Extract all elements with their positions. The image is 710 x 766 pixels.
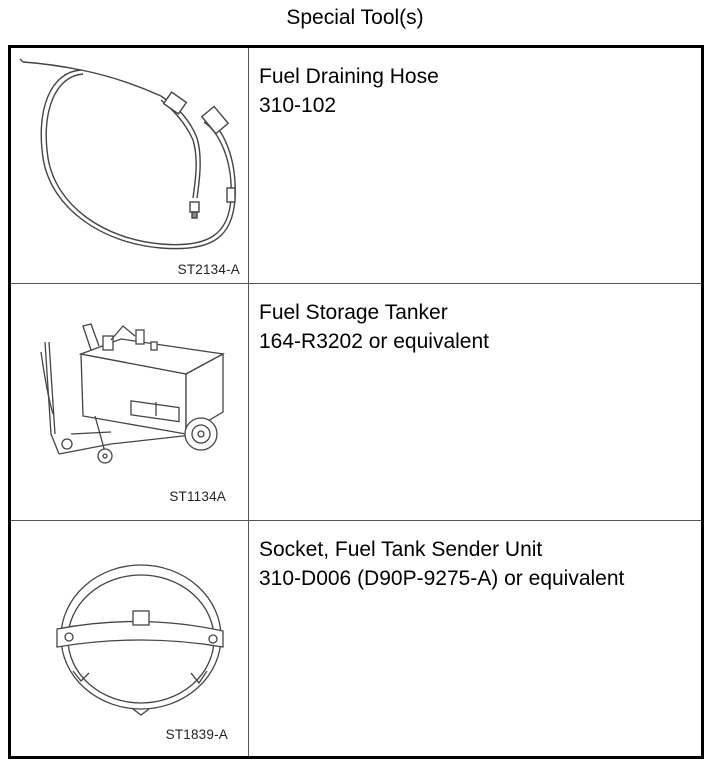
tool-part-number: 310-102 xyxy=(259,94,337,117)
illustration-code: ST1839-A xyxy=(165,727,228,742)
tool-part-number: 310-D006 (D90P-9275-A) or equivalent xyxy=(259,567,625,590)
table-row xyxy=(11,48,701,284)
fuel-storage-tanker-illustration xyxy=(11,284,249,521)
tool-image-cell xyxy=(11,48,249,283)
tool-description-cell xyxy=(259,298,699,356)
tool-name: Fuel Draining Hose xyxy=(259,65,439,88)
sender-unit-socket-illustration xyxy=(11,521,249,756)
table-row xyxy=(11,521,701,756)
tool-image-cell xyxy=(11,284,249,520)
tool-name: Fuel Storage Tanker xyxy=(259,301,448,324)
illustration-code: ST2134-A xyxy=(177,262,240,277)
tool-part-number: 164-R3202 or equivalent xyxy=(259,330,489,353)
fuel-draining-hose-illustration xyxy=(11,48,249,284)
tool-description-cell xyxy=(259,535,699,593)
page-title: Special Tool(s) xyxy=(286,6,424,29)
special-tools-table xyxy=(8,45,704,759)
tool-description-cell xyxy=(259,62,699,120)
illustration-code: ST1134A xyxy=(169,489,226,504)
tool-name: Socket, Fuel Tank Sender Unit xyxy=(259,538,543,561)
table-row xyxy=(11,284,701,521)
tool-image-cell xyxy=(11,521,249,756)
